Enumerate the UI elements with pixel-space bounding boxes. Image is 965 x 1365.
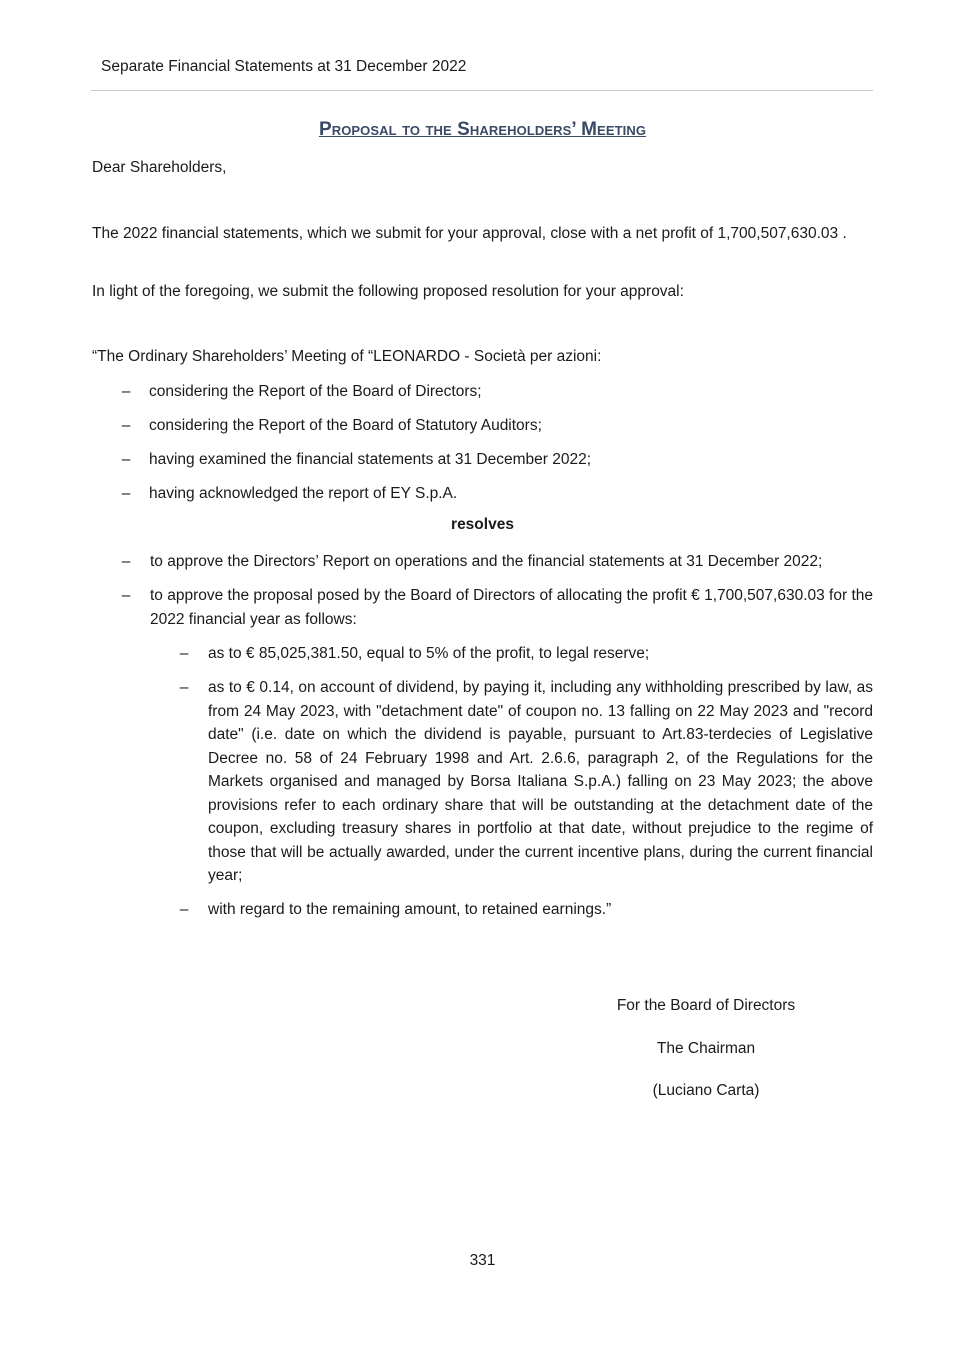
dash-bullet: – <box>179 679 189 696</box>
list-item <box>120 482 873 506</box>
dash-bullet: – <box>121 553 131 570</box>
resolves-heading: resolves <box>451 516 514 533</box>
page-title: Proposal to the Shareholders’ Meeting <box>318 119 647 140</box>
dash-bullet: – <box>179 645 189 662</box>
list-item <box>120 584 873 632</box>
consideration-text: having examined the financial statements at 31 December 2022; <box>149 451 592 468</box>
allocation-text: as to € 0.14, on account of dividend, by paying it, including any withholding prescribed by law, as from 24 May 2023, with "detachment date" of coupon no. 13 falling on 22 May 2023 and "record date" (i.e. date on which the dividend is payable, pursuant to Art.83-terdecies of Legislative Decree no. 58 of 24 February 1998 and Art. 2.6.6, paragraph 2, of the Regulations for the Markets organised and managed by Borsa Italiana S.p.A.) falling on 23 May 2023; the above provisions refer to each ordinary share that will be outstanding at the detachment date of the coupon, excluding treasury shares in portfolio at that date, without prejudice to the regime of those that will be actually awarded, under the current incentive plans, during the current financial year; <box>208 679 873 884</box>
list-item <box>178 642 873 666</box>
dash-bullet: – <box>121 451 131 468</box>
intro-paragraph-net-profit: The 2022 financial statements, which we submit for your approval, close with a net profit of 1,700,507,630.03 . <box>92 225 847 242</box>
consideration-text: having acknowledged the report of EY S.p.A. <box>149 485 458 502</box>
resolution-text: to approve the proposal posed by the Board of Directors of allocating the profit € 1,700,507,630.03 for the 2022 financial year as follows: <box>150 587 873 628</box>
resolution-intro: “The Ordinary Shareholders’ Meeting of “LEONARDO - Società per azioni: <box>92 348 602 365</box>
signature-board: For the Board of Directors <box>616 997 796 1014</box>
dash-bullet: – <box>121 587 131 604</box>
resolution-text: to approve the Directors’ Report on operations and the financial statements at 31 December 2022; <box>150 553 823 570</box>
page-number: 331 <box>469 1252 496 1269</box>
list-item <box>120 414 873 438</box>
dash-bullet: – <box>121 485 131 502</box>
allocation-text: with regard to the remaining amount, to retained earnings.” <box>208 901 612 918</box>
dash-bullet: – <box>121 383 131 400</box>
dash-bullet: – <box>179 901 189 918</box>
dash-bullet: – <box>121 417 131 434</box>
list-item <box>178 898 873 922</box>
list-item <box>120 550 873 574</box>
list-item <box>178 676 873 888</box>
intro-paragraph-proposal: In light of the foregoing, we submit the following proposed resolution for your approval: <box>92 283 684 300</box>
allocation-text: as to € 85,025,381.50, equal to 5% of the profit, to legal reserve; <box>208 645 650 662</box>
signature-name: (Luciano Carta) <box>652 1082 760 1099</box>
header-divider <box>91 90 873 91</box>
list-item <box>120 380 873 404</box>
list-item <box>120 448 873 472</box>
salutation: Dear Shareholders, <box>92 159 227 176</box>
consideration-text: considering the Report of the Board of Directors; <box>149 383 482 400</box>
consideration-text: considering the Report of the Board of Statutory Auditors; <box>149 417 542 434</box>
running-header: Separate Financial Statements at 31 December 2022 <box>101 58 467 75</box>
signature-title: The Chairman <box>656 1040 756 1057</box>
